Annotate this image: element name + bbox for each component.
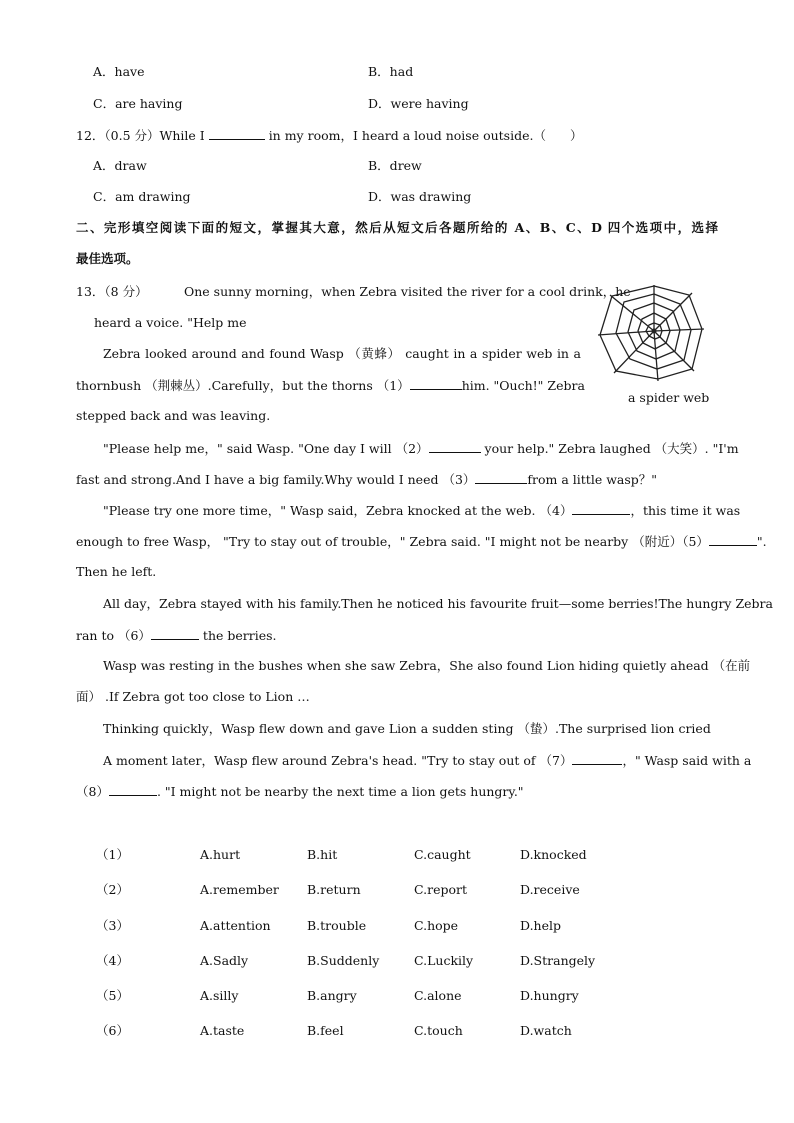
q13-p8-line1-post: ，" Wasp said with a <box>622 753 752 768</box>
choice-c: C.Luckily <box>414 953 474 968</box>
q12-stem <box>76 127 582 144</box>
choice-d: D.Strangely <box>520 953 596 968</box>
choice-a: A.remember <box>200 882 279 897</box>
q13-p5-line2-pre: ran to （6） <box>76 628 151 643</box>
choice-num: （6） <box>96 1023 129 1038</box>
q12-stem-end: ） <box>569 128 583 143</box>
choice-d: D.knocked <box>520 847 587 862</box>
q13-p3-line1-post: your help." Zebra laughed （大笑）. "I'm <box>484 441 739 456</box>
q13-p4-line2-pre: enough to free Wasp， "Try to stay out of trouble，" Zebra said. "I might not be nearby （附近）（5） <box>76 534 709 549</box>
q13-p3-line1 <box>103 440 739 457</box>
q13-p5-line2 <box>76 627 277 644</box>
q13-p3-line1-pre: "Please help me，" said Wasp. "One day I will （2） <box>103 441 429 456</box>
blank-1 <box>410 377 462 390</box>
choice-num: （5） <box>96 988 129 1003</box>
choice-a: A.attention <box>200 918 271 933</box>
q12-option-b: B．drew <box>368 158 422 173</box>
web-spoke <box>598 331 654 335</box>
figure-caption: a spider web <box>628 390 710 405</box>
q13-p4-line1-pre: "Please try one more time，" Wasp said，Zebra knocked at the web. （4） <box>103 503 573 518</box>
choice-a: A.Sadly <box>200 953 249 968</box>
blank-4 <box>572 502 630 515</box>
q13-p3-line2-pre: fast and strong.And I have a big family.Why would I need （3） <box>76 472 476 487</box>
q13-p2-line2 <box>76 377 585 394</box>
q12-blank <box>209 127 265 140</box>
choice-d: D.help <box>520 918 561 933</box>
choice-b: B.hit <box>307 847 338 862</box>
q11-option-b: B．had <box>368 64 414 79</box>
q13-p6-line1: Wasp was resting in the bushes when she saw Zebra，She also found Lion hiding quietly ahead （在前 <box>103 658 751 673</box>
q13-p1-line1: One sunny morning，when Zebra visited the river for a cool drink，he <box>184 284 631 299</box>
choice-b: B.Suddenly <box>307 953 380 968</box>
q12-option-c: C．am drawing <box>93 189 191 204</box>
blank-2 <box>429 440 481 453</box>
choice-num: （3） <box>96 918 129 933</box>
choice-c: C.hope <box>414 918 459 933</box>
q11-option-c: C．are having <box>93 96 183 111</box>
q13-p4-line1 <box>103 502 740 519</box>
choice-a: A.hurt <box>200 847 241 862</box>
q13-p1-line2: heard a voice. "Help me <box>94 315 247 330</box>
choice-c: C.report <box>414 882 467 897</box>
blank-8 <box>109 783 157 796</box>
choice-c: C.touch <box>414 1023 463 1038</box>
q13-p2-line2-post: him. "Ouch!" Zebra <box>461 378 585 393</box>
q13-p2-line1: Zebra looked around and found Wasp （黄蜂） caught in a spider web in a <box>103 346 581 361</box>
choice-d: D.hungry <box>520 988 579 1003</box>
q13-p8-line2-pre: （8） <box>76 784 109 799</box>
q12-stem-prefix: 12．（0.5 分）While I <box>76 128 205 143</box>
blank-6 <box>151 627 199 640</box>
q13-p5-line1: All day，Zebra stayed with his family.Then he noticed his favourite fruit—some berries!The hungry Zebra <box>103 596 773 611</box>
choice-num: （4） <box>96 953 129 968</box>
q13-p8-line1-pre: A moment later，Wasp flew around Zebra's head. "Try to stay out of （7） <box>103 753 573 768</box>
q13-p6-line2: 面） .If Zebra got too close to Lion … <box>76 689 310 704</box>
choice-c: C.caught <box>414 847 471 862</box>
q13-p7: Thinking quickly，Wasp flew down and gave Lion a sudden sting （蛰）.The surprised lion cried <box>103 721 711 736</box>
q11-option-d: D．were having <box>368 96 469 111</box>
q13-p8-line2-post: . "I might not be nearby the next time a lion gets hungry." <box>156 784 524 799</box>
q13-p8-line2 <box>76 783 524 800</box>
choice-num: （1） <box>96 847 129 862</box>
section2-heading-line2: 最佳选项。 <box>76 251 139 266</box>
section2-heading-line1: 二、完形填空阅读下面的短文，掌握其大意，然后从短文后各题所给的 A、B、C、D 四个选项中，选择 <box>76 220 718 235</box>
q13-p4-line2-post: ". <box>756 534 767 549</box>
choice-c: C.alone <box>414 988 462 1003</box>
q13-p4-line2 <box>76 533 767 550</box>
q13-p5-line2-post: the berries. <box>202 628 277 643</box>
q13-p2-line3: stepped back and was leaving. <box>76 408 271 423</box>
choice-b: B.angry <box>307 988 357 1003</box>
q13-p3-line2-post: from a little wasp？" <box>527 472 658 487</box>
blank-3 <box>475 471 527 484</box>
blank-7 <box>572 752 622 765</box>
blank-5 <box>709 533 757 546</box>
q11-option-a: A．have <box>93 64 145 79</box>
choice-b: B.feel <box>307 1023 344 1038</box>
q13-p8-line1 <box>103 752 751 769</box>
q13-p2-line2-pre: thornbush （荆棘丛）.Carefully，but the thorns （1） <box>76 378 410 393</box>
q13-p3-line2 <box>76 471 657 488</box>
q12-stem-suffix: in my room，I heard a loud noise outside.（ <box>268 128 546 143</box>
choice-a: A.taste <box>200 1023 245 1038</box>
q13-number: 13．（8 分） <box>76 284 148 299</box>
q13-p4-line3: Then he left. <box>76 564 157 579</box>
web-center <box>652 329 657 334</box>
choice-a: A.silly <box>200 988 239 1003</box>
choice-num: （2） <box>96 882 129 897</box>
choice-d: D.receive <box>520 882 580 897</box>
choice-d: D.watch <box>520 1023 572 1038</box>
choice-b: B.return <box>307 882 361 897</box>
web-spoke <box>614 331 654 373</box>
q12-option-d: D．was drawing <box>368 189 472 204</box>
choice-b: B.trouble <box>307 918 367 933</box>
q13-p4-line1-post: ，this time it was <box>630 503 741 518</box>
q12-option-a: A．draw <box>93 158 147 173</box>
spider-web-figure <box>596 283 706 383</box>
